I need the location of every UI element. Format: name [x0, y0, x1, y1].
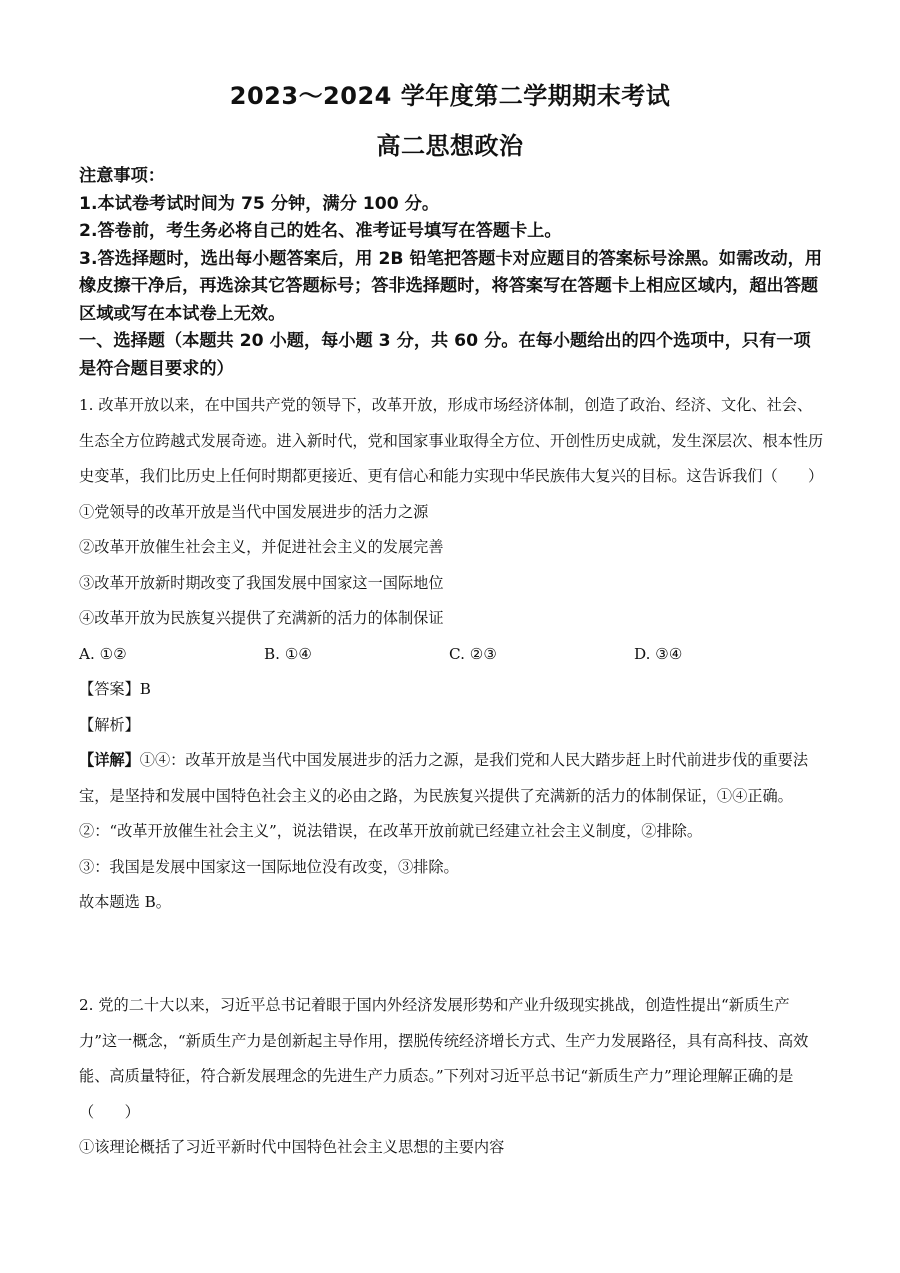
q1-answer: 【答案】B: [79, 680, 151, 698]
q1-statement-1: ①党领导的改革开放是当代中国发展进步的活力之源: [79, 502, 429, 521]
notice-item-1: 1.本试卷考试时间为 75 分钟，满分 100 分。: [79, 193, 440, 214]
notice-section: [79, 163, 824, 383]
q1-detail: [79, 743, 824, 814]
q1-options: [79, 637, 824, 673]
q1-option-c: C. ②③: [449, 644, 497, 663]
q1-analysis: 【解析】: [79, 715, 140, 734]
q1-option-d: D. ③④: [634, 644, 683, 663]
question-1: [79, 388, 824, 921]
q2-stem: 2. 党的二十大以来，习近平总书记着眼于国内外经济发展形势和产业升级现实挑战，创造性提出“新质生产力”这一概念，“新质生产力是创新起主导作用，摆脱传统经济增长方式、生产力发展路径，具有高科技、高效能、高质量特征，符合新发展理念的先进生产力质态。”下列对习近平总书记“新质生产力”理论理解正确的是（ ）: [79, 996, 809, 1121]
q1-detail-text: ①④：改革开放是当代中国发展进步的活力之源，是我们党和人民大踏步赶上时代前进步伐的重要法宝，是坚持和发展中国特色社会主义的必由之路，为民族复兴提供了充满新的活力的体制保证，①④正确。: [79, 751, 808, 805]
q1-statement-3: ③改革开放新时期改变了我国发展中国家这一国际地位: [79, 573, 444, 592]
notice-item-2: 2.答卷前，考生务必将自己的姓名、准考证号填写在答题卡上。: [79, 221, 562, 241]
notice-item-3: 3.答选择题时，选出每小题答案后，用 2B 铅笔把答题卡对应题目的答案标号涂黑。如需改动，用橡皮擦干净后，再选涂其它答题标号；答非选择题时，将答案写在答题卡上相应区域内，超出答题区域或写在本试卷上无效。: [79, 248, 823, 324]
q1-detail-3: ③：我国是发展中国家这一国际地位没有改变，③排除。: [79, 857, 459, 876]
exam-subtitle: 高二思想政治: [376, 132, 524, 160]
q1-option-a: A. ①②: [79, 644, 127, 663]
q1-statement-2: ②改革开放催生社会主义，并促进社会主义的发展完善: [79, 538, 444, 556]
question-2: [79, 988, 824, 1166]
q1-statement-4: ④改革开放为民族复兴提供了充满新的活力的体制保证: [79, 609, 444, 627]
q1-conclusion: 故本题选 B。: [79, 893, 171, 911]
q1-detail-2: ②：“改革开放催生社会主义”，说法错误，在改革开放前就已经建立社会主义制度，②排除。: [79, 822, 703, 840]
section-heading: 一、选择题（本题共 20 小题，每小题 3 分，共 60 分。在每小题给出的四个选项中，只有一项是符合题目要求的）: [79, 331, 811, 379]
notice-heading: 注意事项：: [79, 166, 165, 186]
q1-option-b: B. ①④: [264, 644, 313, 663]
q1-detail-tag: 【详解】: [79, 751, 140, 769]
q2-statement-1: ①该理论概括了习近平新时代中国特色社会主义思想的主要内容: [79, 1138, 505, 1156]
q1-stem: 1. 改革开放以来，在中国共产党的领导下，改革开放，形成市场经济体制，创造了政治、经济、文化、社会、生态全方位跨越式发展奇迹。进入新时代，党和国家事业取得全方位、开创性历史成就，发生深层次、根本性历史变革，我们比历史上任何时期都更接近、更有信心和能力实现中华民族伟大复兴的目标。这告诉我们（ ）: [79, 396, 824, 485]
exam-title: 2023～2024 学年度第二学期期末考试: [229, 82, 671, 110]
